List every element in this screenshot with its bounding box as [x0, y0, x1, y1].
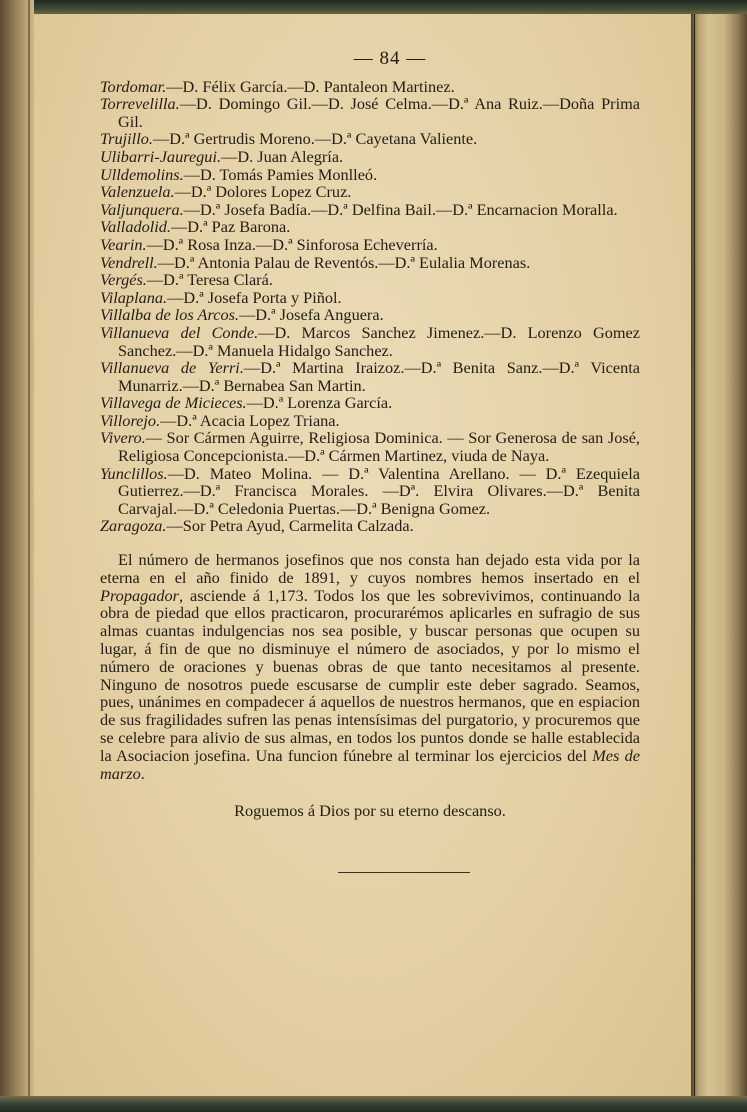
entry-names: —D. Mateo Molina. — D.ª Valentina Arellano. — D.ª Ezequiela Gutierrez.—D.ª Francisca Morales. —Dª. Elvira Olivares.—D.ª Benita Carvajal.—D.ª Celedonia Puertas.—D.ª Benigna Gomez. [118, 463, 640, 518]
list-item [100, 201, 640, 219]
closing-rule [338, 872, 470, 873]
entry-names: —D.ª Josefa Porta y Piñol. [167, 287, 342, 307]
page-content [100, 50, 640, 873]
entry-names: — Sor Cármen Aguirre, Religiosa Dominica. — Sor Generosa de san José, Religiosa Concepcionista.—D.ª Cármen Martinez, viuda de Naya. [118, 428, 640, 466]
entry-place: Vivero. [100, 428, 146, 448]
entry-names: —D. Juan Alegría. [221, 146, 344, 166]
paragraph-italic-propagador: Propagador [100, 585, 179, 605]
paragraph-italic-mes-de-marzo: Mes de marzo [100, 745, 640, 783]
entry-names: —D. Domingo Gil.—D. José Celma.—D.ª Ana Ruiz.—Doña Prima Gil. [118, 94, 640, 131]
list-item [100, 465, 640, 518]
entry-place: Villanueva de Yerri. [100, 358, 244, 378]
entry-names: —D. Tomás Pamies Monlleó. [183, 164, 378, 184]
entry-place: Trujillo. [100, 129, 153, 149]
list-item [100, 236, 640, 254]
entry-place: Villavega de Micieces. [100, 393, 247, 413]
book-binding [0, 0, 34, 1112]
entry-names: —D.ª Paz Barona. [171, 217, 291, 237]
list-item [100, 148, 640, 166]
adjacent-page-edge [691, 14, 747, 1096]
list-item [100, 412, 640, 430]
entry-place: Tordomar. [100, 76, 167, 96]
list-item [100, 429, 640, 464]
entry-place: Vergés. [100, 270, 147, 290]
top-scan-edge [0, 0, 747, 14]
list-item [100, 95, 640, 130]
entry-place: Valladolid. [100, 217, 172, 237]
entry-place: Ulldemolins. [100, 164, 184, 184]
list-item [100, 289, 640, 307]
obituary-list [100, 78, 640, 535]
list-item [100, 130, 640, 148]
entry-names: —D.ª Josefa Badía.—D.ª Delfina Bail.—D.ª Encarnacion Moralla. [183, 199, 618, 219]
entry-place: Valenzuela. [100, 182, 175, 202]
list-item [100, 183, 640, 201]
entry-names: —D.ª Martina Iraizoz.—D.ª Benita Sanz.—D.ª Vicenta Munarriz.—D.ª Bernabea San Martin. [118, 358, 640, 395]
entry-place: Vearin. [100, 234, 147, 254]
entry-names: —D. Félix García.—D. Pantaleon Martinez. [166, 76, 455, 96]
entry-names: —D.ª Lorenza García. [246, 393, 393, 413]
entry-names: —D.ª Dolores Lopez Cruz. [174, 182, 352, 202]
entry-place: Torrevelilla. [100, 94, 180, 114]
list-item [100, 218, 640, 236]
paragraph-text: , asciende á 1,173. Todos los que les sobrevivimos, continuando la obra de piedad que ellos practicaron, procurarémos aplicarles en sufragio de sus almas cuantas indulgencias nos sea posible, y buscar personas que ocupen su lugar, á fin de que no disminuye el número de asociados, y por lo mismo el número de oraciones y buenas obras de que tanto necesitamos al presente. Ninguno de nosotros puede escusarse de cumplir este deber sagrado. Seamos, pues, unánimes en compadecer á aquellos de nuestros hermanos, que en espiacion de sus fragilidades sufren las penas intensísimas del purgatorio, y procuremos que se celebre para alivio de sus almas, en todos los puntos donde se halle establecida la Asociacion josefina. Una funcion fúnebre al terminar los ejercicios del [100, 585, 640, 765]
entry-place: Ulibarri-Jauregui. [100, 146, 222, 166]
entry-names: —D.ª Rosa Inza.—D.ª Sinforosa Echeverría. [146, 234, 438, 254]
entry-place: Vilaplana. [100, 287, 168, 307]
paragraph-text: . [140, 763, 145, 783]
bottom-scan-edge [0, 1096, 747, 1112]
list-item [100, 306, 640, 324]
entry-names: —D.ª Antonia Palau de Reventós.—D.ª Eulalia Morenas. [157, 252, 531, 272]
entry-place: Villalba de los Arcos. [100, 305, 239, 325]
list-item [100, 517, 640, 535]
entry-place: Zaragoza. [100, 516, 167, 536]
entry-names: —Sor Petra Ayud, Carmelita Calzada. [166, 516, 414, 536]
list-item [100, 359, 640, 394]
entry-names: —D.ª Josefa Anguera. [239, 305, 384, 325]
prayer-line: Roguemos á Dios por su eterno descanso. [234, 801, 506, 821]
closing-paragraph [100, 551, 640, 782]
entry-names: —D.ª Gertrudis Moreno.—D.ª Cayetana Valiente. [152, 129, 478, 149]
entry-place: Villorejo. [100, 410, 161, 430]
list-item [100, 78, 640, 96]
entry-place: Yunclillos. [100, 463, 168, 483]
entry-names: —D.ª Acacia Lopez Triana. [160, 410, 340, 430]
list-item [100, 394, 640, 412]
entry-place: Valjunquera. [100, 199, 184, 219]
entry-place: Villanueva del Conde. [100, 322, 259, 342]
entry-names: —D. Marcos Sanchez Jimenez.—D. Lorenzo Gomez Sanchez.—D.ª Manuela Hidalgo Sanchez. [118, 322, 641, 360]
list-item [100, 254, 640, 272]
page-number: — 84 — [353, 48, 427, 69]
paragraph-text: El número de hermanos josefinos que nos consta han dejado esta vida por la eterna en el año finido de 1891, y cuyos nombres hemos insertado en el [100, 550, 640, 587]
entry-names: —D.ª Teresa Clará. [146, 270, 273, 290]
entry-place: Vendrell. [100, 252, 158, 272]
list-item [100, 271, 640, 289]
list-item [100, 324, 640, 359]
list-item [100, 166, 640, 184]
